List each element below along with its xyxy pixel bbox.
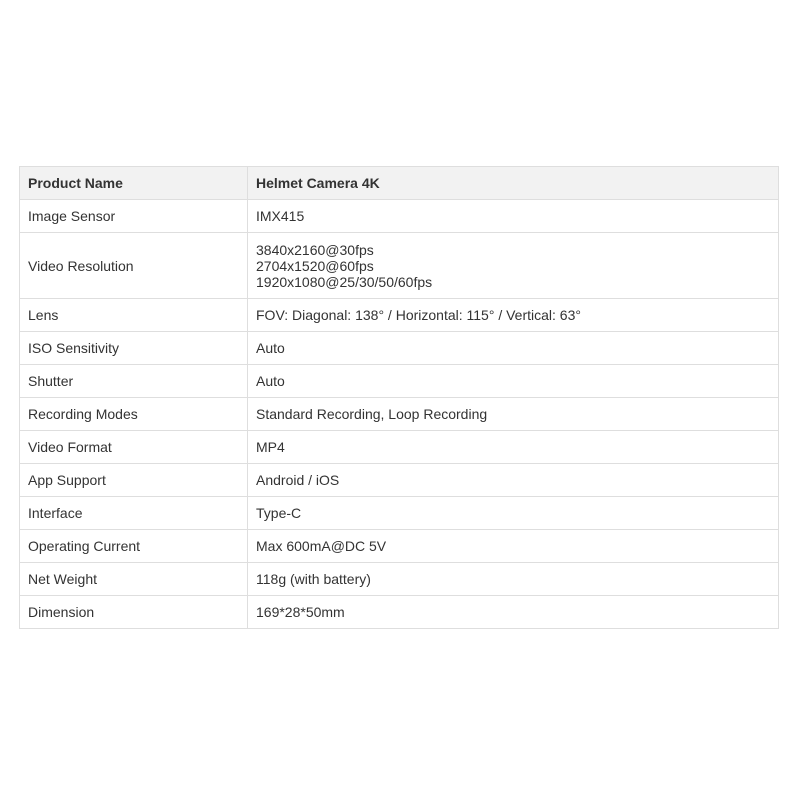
spec-label: ISO Sensitivity [20,332,248,365]
spec-label: Video Resolution [20,233,248,299]
table-row [20,596,779,629]
table-row [20,299,779,332]
spec-value: IMX415 [248,200,779,233]
resolution-line: 3840x2160@30fps [256,241,374,258]
table-row [20,398,779,431]
spec-label: Recording Modes [20,398,248,431]
spec-label: Image Sensor [20,200,248,233]
spec-label: App Support [20,464,248,497]
resolution-line: 1920x1080@25/30/50/60fps [256,273,433,290]
spec-label: Interface [20,497,248,530]
resolution-line: 2704x1520@60fps [256,257,374,274]
table-row [20,332,779,365]
spec-label: Net Weight [20,563,248,596]
spec-value [248,233,779,299]
spec-value: Standard Recording, Loop Recording [248,398,779,431]
spec-label: Lens [20,299,248,332]
table-row [20,530,779,563]
spec-value: Android / iOS [248,464,779,497]
spec-value: Max 600mA@DC 5V [248,530,779,563]
table-row [20,365,779,398]
table-row [20,200,779,233]
spec-value: MP4 [248,431,779,464]
header-value: Helmet Camera 4K [248,167,779,200]
spec-value: 118g (with battery) [248,563,779,596]
spec-value: 169*28*50mm [248,596,779,629]
spec-label: Dimension [20,596,248,629]
spec-value: Auto [248,365,779,398]
spec-label: Shutter [20,365,248,398]
table-header-row [20,167,779,200]
table-row [20,464,779,497]
table-row [20,431,779,464]
spec-label: Video Format [20,431,248,464]
spec-value: Auto [248,332,779,365]
table-row [20,497,779,530]
header-label: Product Name [20,167,248,200]
spec-value: Type-C [248,497,779,530]
table-row [20,233,779,299]
spec-label: Operating Current [20,530,248,563]
spec-table [19,166,779,629]
spec-value: FOV: Diagonal: 138° / Horizontal: 115° / Vertical: 63° [248,299,779,332]
table-row [20,563,779,596]
